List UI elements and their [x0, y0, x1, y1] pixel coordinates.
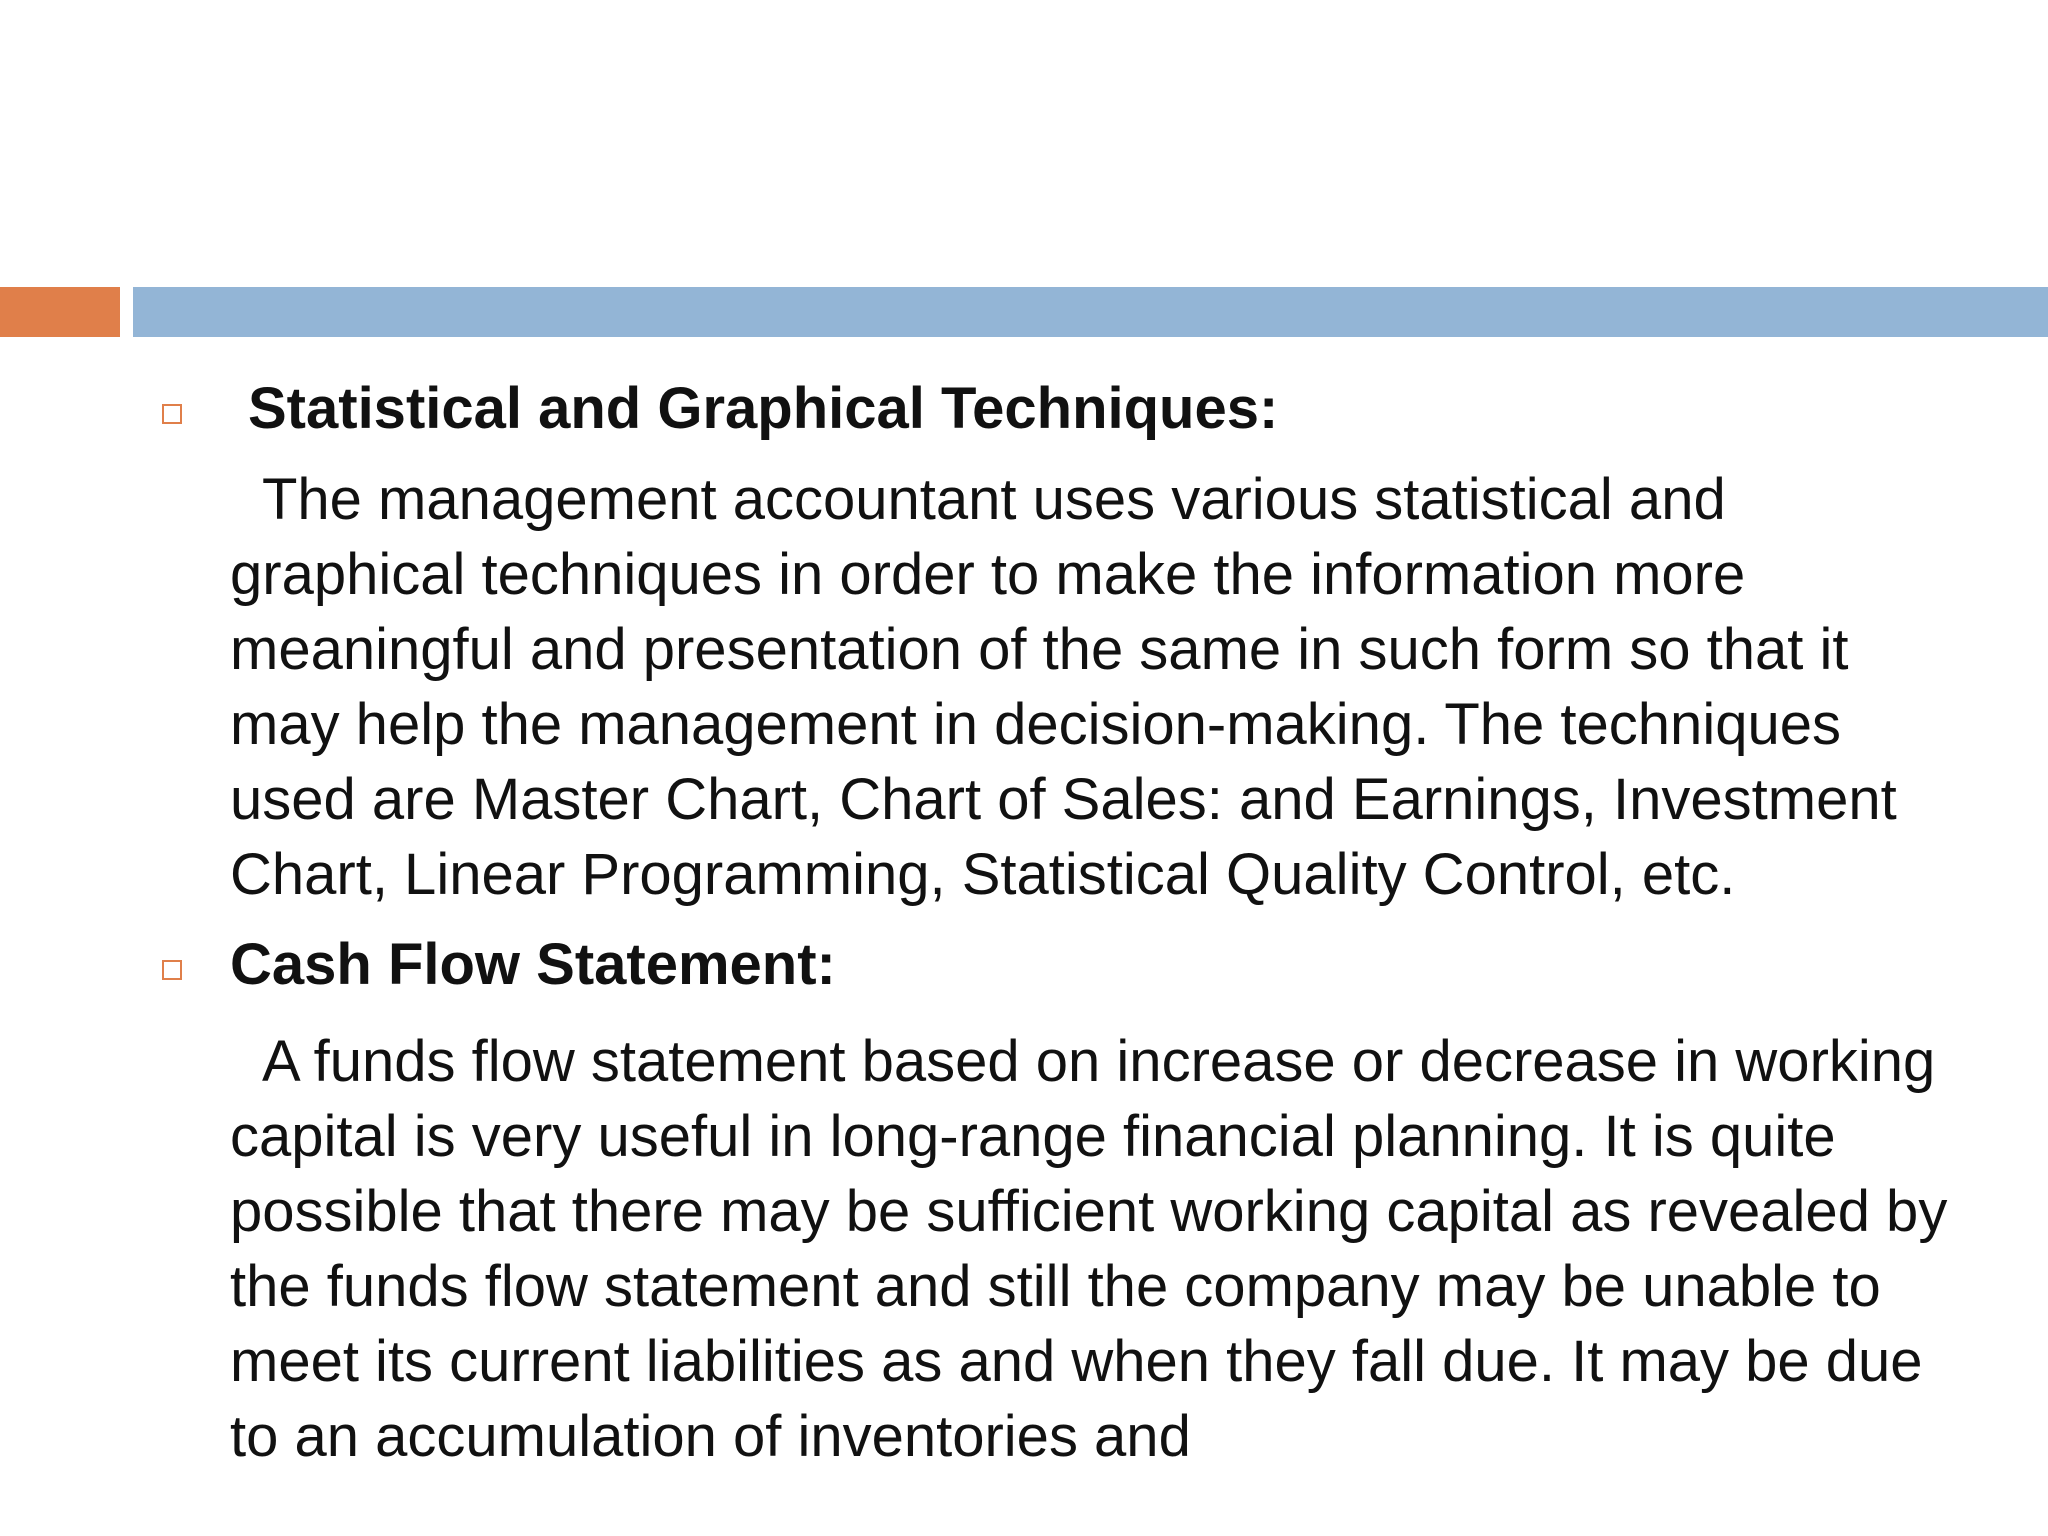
square-bullet-icon: [162, 960, 182, 980]
section-body: The management accountant uses various statistical and graphical techniques in order to make the information more meaningful and presentation of the same in such form so that it may help the management in decision-making. The techniques used are Master Chart, Chart of Sales: and Earnings, Investment Chart, Linear Programming, Statistical Quality Control, etc.: [230, 467, 1897, 907]
bullet-statistical-techniques: [0, 370, 2048, 912]
slide-content: [0, 370, 2048, 1474]
section-heading: Statistical and Graphical Techniques:: [248, 376, 1279, 441]
section-body: A funds flow statement based on increase or decrease in working capital is very useful in long-range financial planning. It is quite possible that there may be sufficient working capital as revealed by the funds flow statement and still the company may be unable to meet its current liabilities as and when they fall due. It may be due to an accumulation of inventories and: [230, 1029, 1948, 1469]
bullet-cash-flow-statement: [0, 926, 2048, 1474]
title-bar: [133, 287, 2048, 337]
section-heading: Cash Flow Statement:: [230, 932, 836, 997]
accent-bar: [0, 287, 120, 337]
square-bullet-icon: [162, 404, 182, 424]
